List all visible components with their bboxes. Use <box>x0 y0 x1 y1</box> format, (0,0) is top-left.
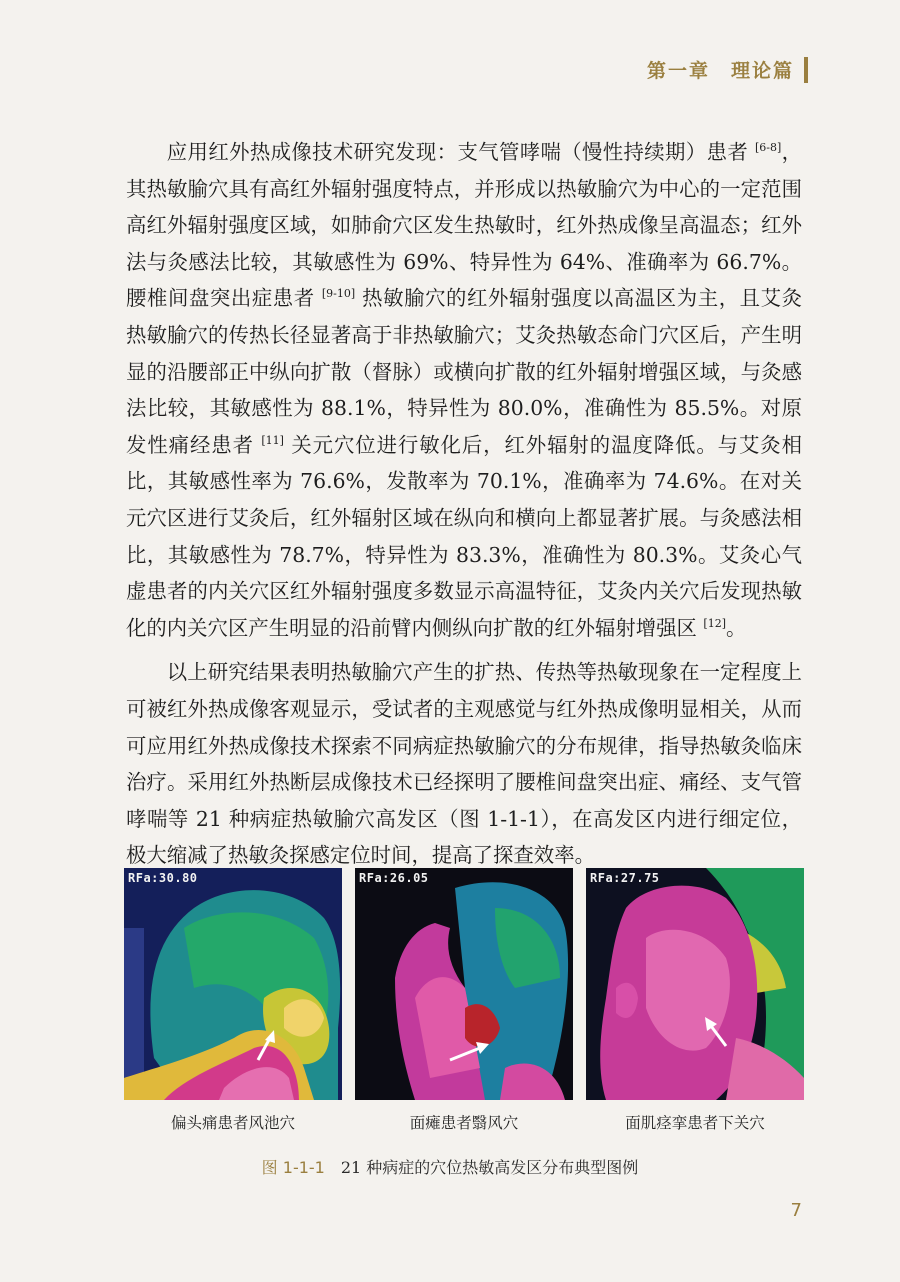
thermal-label: RFa:27.75 <box>590 871 660 885</box>
figure-title-text: 21 种病症的穴位热敏高发区分布典型图例 <box>340 1158 639 1177</box>
figure-title <box>0 1155 900 1178</box>
thermal-image-2 <box>355 868 573 1100</box>
text-run: 关元穴位进行敏化后，红外辐射的温度降低。与艾灸相比，其敏感性率为 76.6%，发散率为 70.1%，准确率为 74.6%。在对关元穴区进行艾灸后，红外辐射区域在纵向和横向上都显著扩展。与灸感法相比，其敏感性为 78.7%，特异性为 83.3%，准确性为 80.3%。艾灸心气虚患者的内关穴区红外辐射强度多数显示高温特征，艾灸内关穴后发现热敏化的内关穴区产生明显的沿前臂内侧纵向扩散的红外辐射增强区 <box>126 432 802 640</box>
thermal-head-profile-1 <box>124 868 342 1100</box>
thermal-label: RFa:26.05 <box>359 871 429 885</box>
paragraph-2: 以上研究结果表明热敏腧穴产生的扩热、传热等热敏现象在一定程度上可被红外热成像客观显示，受试者的主观感觉与红外热成像明显相关，从而可应用红外热成像技术探索不同病症热敏腧穴的分布规律，指导热敏灸临床治疗。采用红外热断层成像技术已经探明了腰椎间盘突出症、痛经、支气管哮喘等 21 种病症热敏腧穴高发区（图 1-1-1），在高发区内进行细定位，极大缩减了热敏灸探感定位时间，提高了探查效率。 <box>126 660 802 868</box>
figure-row <box>124 868 804 1106</box>
figure-captions <box>124 1111 804 1135</box>
citation: [11] <box>261 433 284 447</box>
citation: [6-8] <box>754 141 782 154</box>
body-text <box>126 134 802 882</box>
citation: [12] <box>703 616 727 630</box>
running-header <box>647 56 808 83</box>
paragraph-1 <box>126 134 802 646</box>
header-bar <box>804 57 808 83</box>
thermal-head-profile-3 <box>586 868 804 1100</box>
text-run: 热敏腧穴的红外辐射强度以高温区为主，且艾灸热敏腧穴的传热长径显著高于非热敏腧穴；艾灸热敏态命门穴区后，产生明显的沿腰部正中纵向扩散（督脉）或横向扩散的红外辐射增强区域，与灸感法比较，其敏感性为 88.1%，特异性为 80.0%，准确性为 85.5%。对原发性痛经患者 <box>126 286 802 457</box>
citation: [9-10] <box>321 287 356 301</box>
thermal-label: RFa:30.80 <box>128 871 198 885</box>
caption-3: 面肌痉挛患者下关穴 <box>625 1114 765 1132</box>
chapter-title: 第一章 理论篇 <box>646 60 794 82</box>
thermal-head-profile-2 <box>355 868 573 1100</box>
caption-1: 偏头痛患者风池穴 <box>170 1114 295 1132</box>
thermal-image-1 <box>124 868 342 1100</box>
text-run: 。 <box>726 615 747 640</box>
page-number: 7 <box>790 1200 802 1221</box>
caption-2: 面瘫患者翳风穴 <box>409 1114 519 1132</box>
text-run: 应用红外热成像技术研究发现：支气管哮喘（慢性持续期）患者 <box>166 140 755 164</box>
figure-number: 图 1-1-1 <box>261 1158 325 1177</box>
thermal-image-3 <box>586 868 804 1100</box>
text-run: ，其热敏腧穴具有高红外辐射强度特点，并形成以热敏腧穴为中心的一定范围高红外辐射强度区域，如肺俞穴区发生热敏时，红外热成像呈高温态；红外法与灸感法比较，其敏感性为 69%、特异性为 64%、准确率为 66.7%。腰椎间盘突出症患者 <box>126 140 802 311</box>
